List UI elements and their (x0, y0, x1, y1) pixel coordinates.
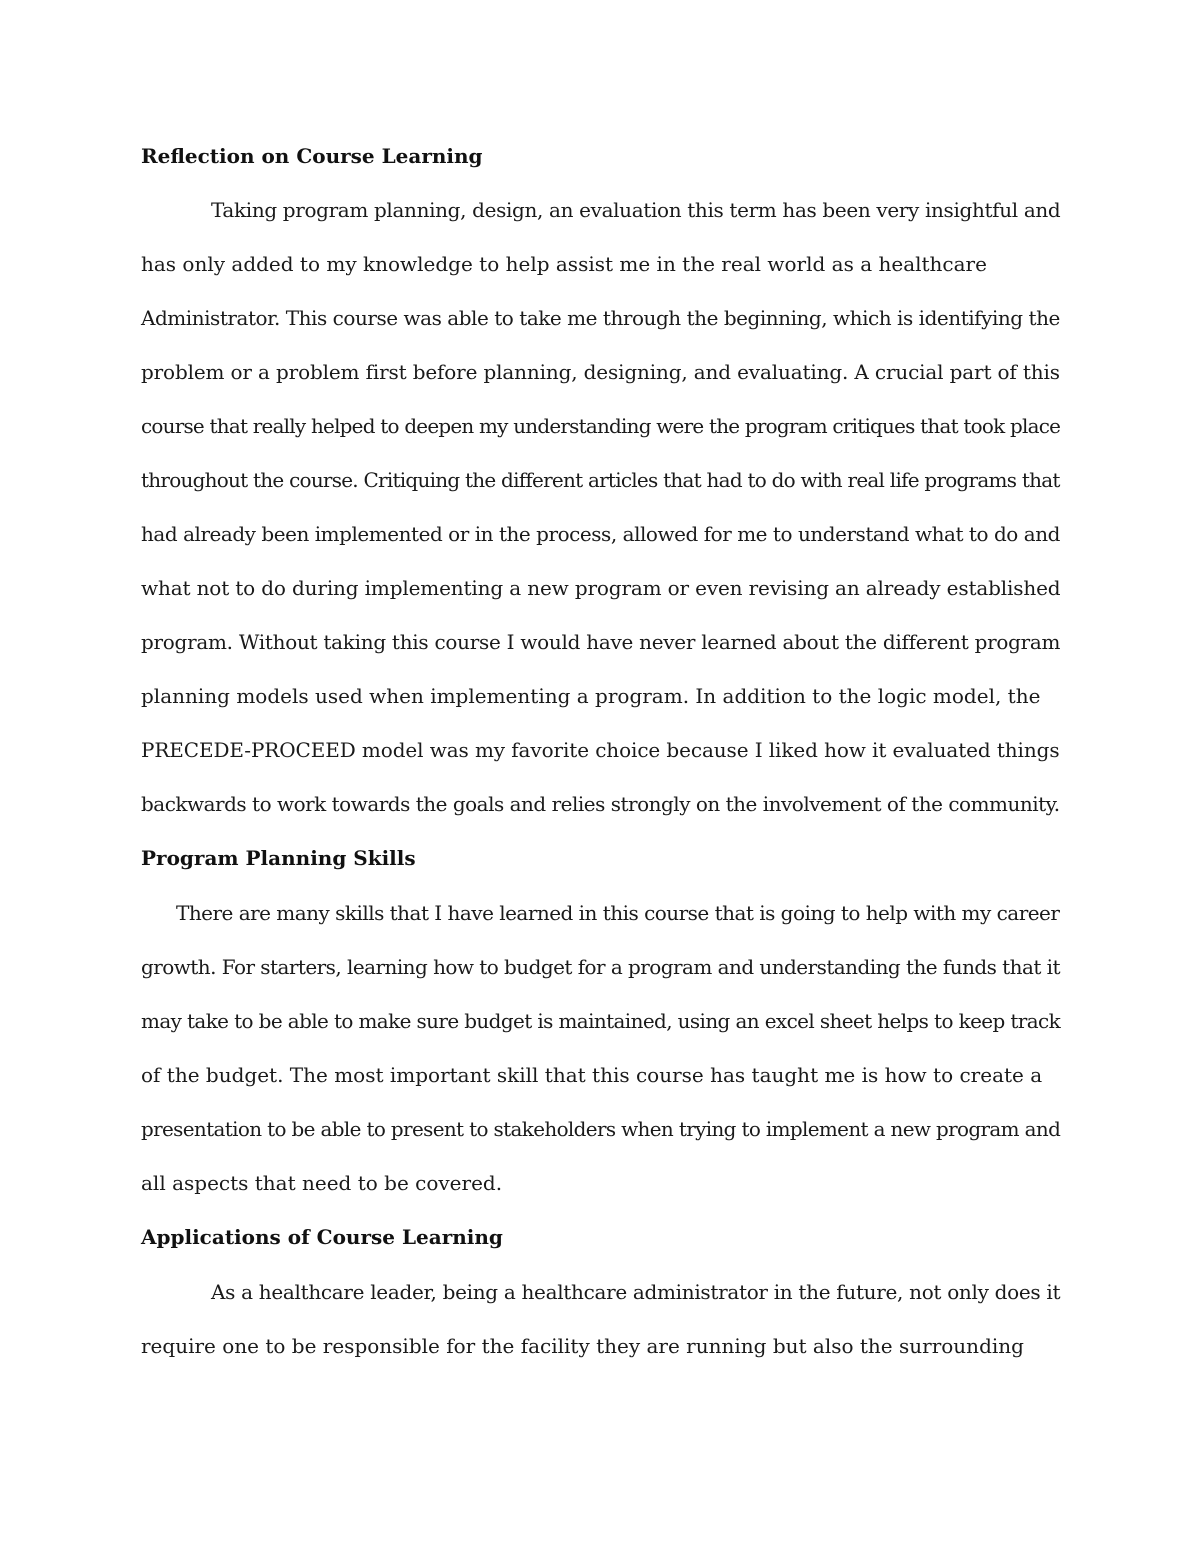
paragraph-line: has only added to my knowledge to help assist me in the real world as a healthcare (141, 252, 987, 276)
paragraph-line: Administrator. This course was able to take me through the beginning, which is identifying the (141, 306, 1060, 330)
section-heading-applications: Applications of Course Learning (141, 1225, 503, 1249)
paragraph-line: Taking program planning, design, an evaluation this term has been very insightful and (211, 198, 1061, 222)
paragraph-line: had already been implemented or in the process, allowed for me to understand what to do and (141, 522, 1060, 546)
paragraph-line: course that really helped to deepen my understanding were the program critiques that took place (141, 414, 1061, 438)
paragraph-line: presentation to be able to present to stakeholders when trying to implement a new program and (141, 1117, 1061, 1141)
paragraph-line: As a healthcare leader, being a healthcare administrator in the future, not only does it (211, 1280, 1061, 1304)
section-heading-reflection: Reflection on Course Learning (141, 144, 483, 168)
paragraph-line: of the budget. The most important skill that this course has taught me is how to create a (141, 1063, 1043, 1087)
paragraph-line: problem or a problem first before planning, designing, and evaluating. A crucial part of this (141, 360, 1060, 384)
paragraph-line: all aspects that need to be covered. (141, 1171, 503, 1195)
paragraph-line: program. Without taking this course I would have never learned about the different program (141, 630, 1061, 654)
paragraph-line: throughout the course. Critiquing the different articles that had to do with real life programs that (141, 468, 1060, 492)
paragraph-line: backwards to work towards the goals and relies strongly on the involvement of the community. (141, 792, 1060, 816)
paragraph-line: There are many skills that I have learned in this course that is going to help with my career (176, 901, 1060, 925)
section-heading-program-planning-skills: Program Planning Skills (141, 846, 416, 870)
paragraph-line: growth. For starters, learning how to budget for a program and understanding the funds that it (141, 955, 1061, 979)
paragraph-line: planning models used when implementing a program. In addition to the logic model, the (141, 684, 1041, 708)
paragraph-line: require one to be responsible for the facility they are running but also the surrounding (141, 1334, 1024, 1358)
paragraph-line: PRECEDE-PROCEED model was my favorite choice because I liked how it evaluated things (141, 738, 1060, 762)
paragraph-line: may take to be able to make sure budget is maintained, using an excel sheet helps to keep track (141, 1009, 1061, 1033)
paragraph-line: what not to do during implementing a new program or even revising an already established (141, 576, 1061, 600)
